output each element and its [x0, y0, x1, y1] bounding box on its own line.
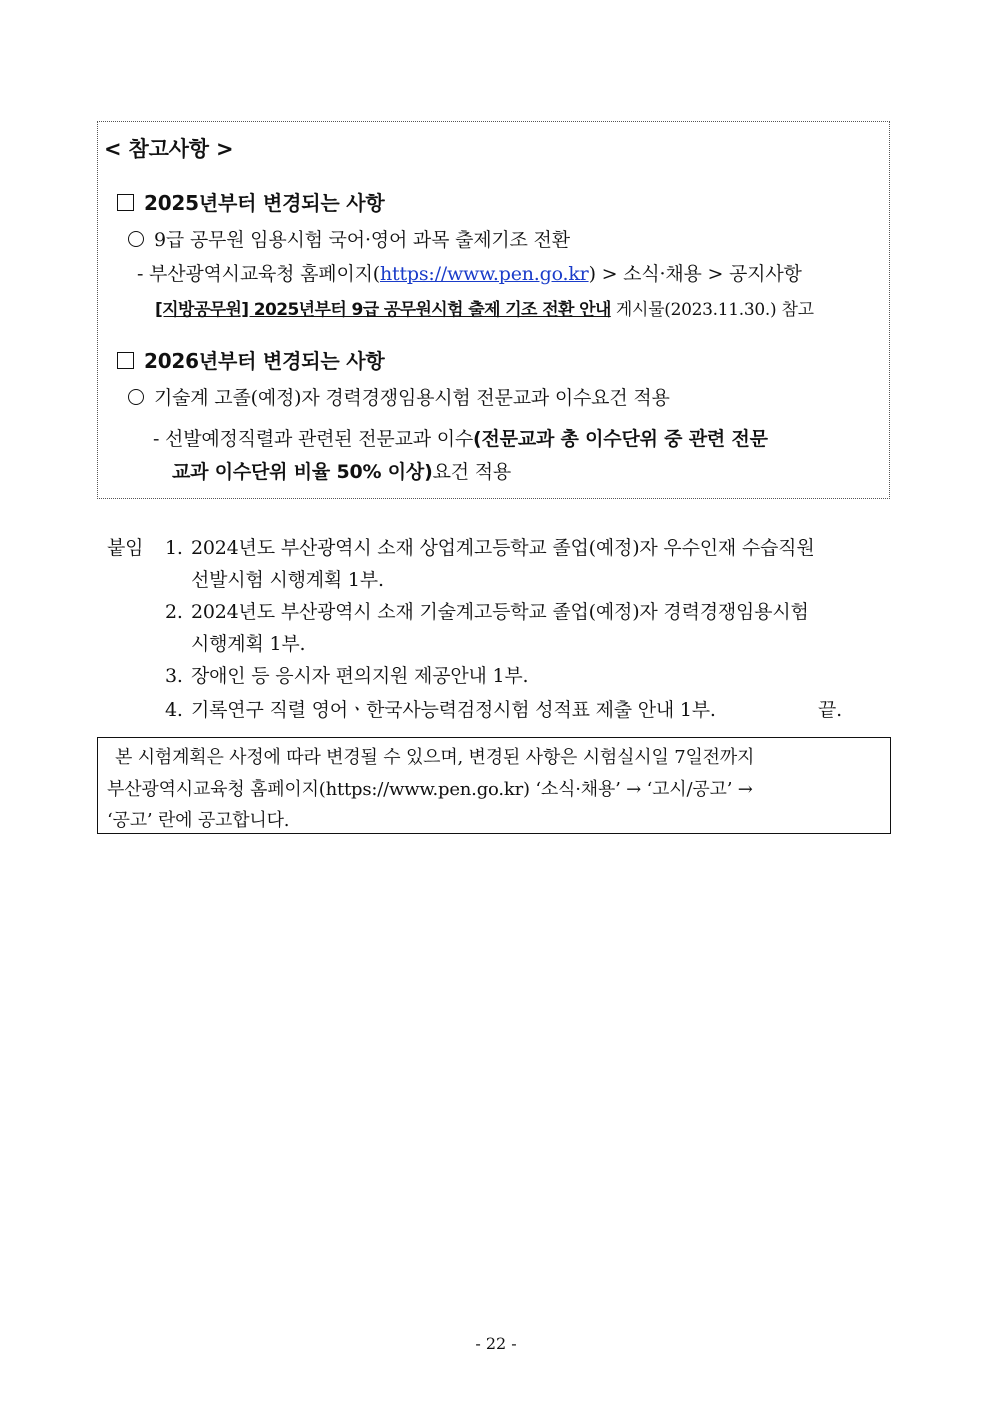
attachments-label: 붙임 [107, 537, 144, 559]
detail-prefix: - 부산광역시교육청 홈페이지( [137, 263, 380, 285]
section-2025-post [155, 296, 814, 323]
end-mark: 끝. [818, 699, 842, 721]
attachment-item-line: 기록연구 직렬 영어ㆍ한국사능력검정시험 성적표 제출 안내 1부. [191, 699, 716, 721]
attachment-item-line: 장애인 등 응시자 편의지원 제공안내 1부. [191, 665, 529, 687]
attachment-item-line: 선발시험 시행계획 1부. [191, 569, 384, 591]
section-2025-heading-text: 2025년부터 변경되는 사항 [144, 191, 385, 215]
detail-bold-2: 교과 이수단위 비율 50% 이상) [172, 461, 433, 483]
section-2026-item-text: 기술계 고졸(예정)자 경력경쟁임용시험 전문교과 이수요건 적용 [154, 387, 670, 409]
page-number: - 22 - [475, 1334, 517, 1353]
notice-line: 본 시험계획은 사정에 따라 변경될 수 있으며, 변경된 사항은 시험실시일 7일전까지 [115, 747, 755, 768]
circle-bullet-icon [128, 389, 144, 405]
section-2025-item [128, 227, 570, 253]
homepage-link[interactable]: https://www.pen.go.kr [379, 263, 589, 285]
attachment-num: 2. [165, 601, 183, 623]
detail-path: ) > 소식·채용 > 공지사항 [588, 263, 802, 285]
attachment-num: 4. [165, 699, 183, 721]
section-2026-item [128, 385, 670, 411]
post-title: [지방공무원] 2025년부터 9급 공무원시험 출제 기조 전환 안내 [155, 300, 611, 320]
attachment-item-line: 2024년도 부산광역시 소재 기술계고등학교 졸업(예정)자 경력경쟁임용시험 [191, 601, 809, 623]
section-2026-heading-text: 2026년부터 변경되는 사항 [144, 349, 385, 373]
checkbox-icon [117, 352, 134, 369]
attachment-item-line: 2024년도 부산광역시 소재 상업계고등학교 졸업(예정)자 우수인재 수습직원 [191, 537, 815, 559]
section-2025-heading [117, 190, 384, 216]
section-2026-detail-cont [172, 459, 511, 485]
section-2025-detail [137, 261, 802, 287]
attachment-num: 1. [165, 537, 183, 559]
circle-bullet-icon [128, 231, 144, 247]
detail-prefix: - 선발예정직렬과 관련된 전문교과 이수 [153, 428, 474, 450]
attachment-item-line: 시행계획 1부. [191, 633, 306, 655]
detail-suffix: 요건 적용 [432, 461, 512, 483]
notice-line: ‘공고’ 란에 공고합니다. [107, 810, 290, 831]
checkbox-icon [117, 194, 134, 211]
reference-title: < 참고사항 > [104, 137, 234, 161]
detail-bold-1: (전문교과 총 이수단위 중 관련 전문 [473, 428, 768, 450]
section-2026-heading [117, 348, 384, 374]
notice-line: 부산광역시교육청 홈페이지(https://www.pen.go.kr) ‘소식·채용’ → ‘고시/공고’ → [107, 779, 753, 800]
section-2025-item-text: 9급 공무원 임용시험 국어·영어 과목 출제기조 전환 [154, 229, 570, 251]
attachment-num: 3. [165, 665, 183, 687]
post-suffix: 게시물(2023.11.30.) 참고 [610, 300, 814, 320]
section-2026-detail [153, 426, 768, 452]
